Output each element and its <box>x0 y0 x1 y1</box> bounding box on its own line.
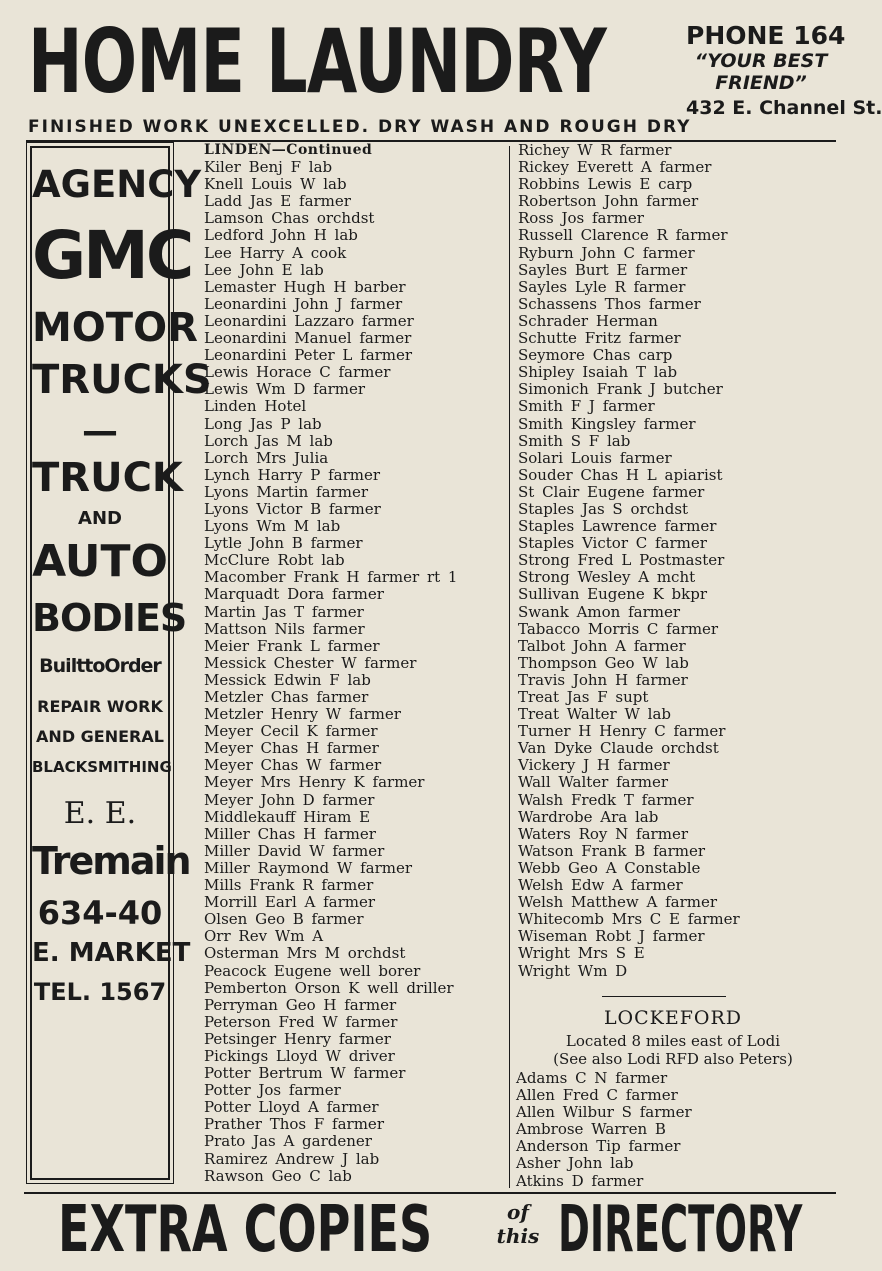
directory-entry: Welsh Edw A farmer <box>518 876 683 895</box>
directory-entry: Ladd Jas E farmer <box>204 192 351 211</box>
directory-entry: Leonardini Peter L farmer <box>204 346 413 365</box>
laundry-slogan-line-2: FRIEND” <box>715 72 807 94</box>
directory-entry: Meyer Mrs Henry K farmer <box>204 773 425 792</box>
directory-entry: Atkins D farmer <box>516 1171 644 1190</box>
lockeford-entries <box>516 1070 828 1190</box>
footer-this: this <box>496 1224 540 1248</box>
column-divider <box>509 146 510 1188</box>
directory-entry: Rickey Everett A farmer <box>518 158 712 177</box>
directory-entry: Ambrose Warren B <box>516 1120 666 1139</box>
directory-entry: Schassens Thos farmer <box>518 294 701 313</box>
directory-entry: Pemberton Orson K well driller <box>204 978 454 997</box>
directory-entry: Martin Jas T farmer <box>204 602 364 621</box>
ad-repair-line-3: BLACKSMITHING <box>32 758 172 776</box>
footer-of-this <box>488 1200 548 1248</box>
lockeford-location: Located 8 miles east of Lodi <box>565 1032 781 1050</box>
directory-entry: Potter Bertrum W farmer <box>204 1064 406 1083</box>
directory-entry: St Clair Eugene farmer <box>518 482 705 501</box>
directory-entry: Treat Jas F supt <box>518 688 649 706</box>
directory-entry: Seymore Chas carp <box>518 346 673 365</box>
directory-entry: Tabacco Morris C farmer <box>518 619 719 638</box>
directory-entry: Metzler Chas farmer <box>204 688 369 706</box>
directory-entry: Wright Mrs S E <box>518 944 645 963</box>
directory-entry: Rawson Geo C lab <box>204 1166 352 1185</box>
directory-entry: Mills Frank R farmer <box>204 876 374 895</box>
directory-entry: Lorch Jas M lab <box>204 431 333 450</box>
section-rule <box>602 996 726 997</box>
directory-entry: Orr Rev Wm A <box>204 927 324 946</box>
directory-entry: Lynch Harry P farmer <box>204 465 381 484</box>
directory-entry: Staples Victor C farmer <box>518 534 707 553</box>
directory-entry: Strong Wesley A mcht <box>518 568 696 587</box>
footer-extra-copies: EXTRA COPIES <box>58 1193 433 1267</box>
directory-entry: Wright Wm D <box>518 961 628 980</box>
directory-entry: Potter Jos farmer <box>204 1081 341 1100</box>
laundry-tagline: FINISHED WORK UNEXCELLED. DRY WASH AND ROUGH DRY <box>28 117 692 137</box>
directory-entry: Robbins Lewis E carp <box>518 175 693 194</box>
directory-entry: Allen Fred C farmer <box>516 1086 678 1105</box>
directory-entry: Travis John H farmer <box>518 670 688 689</box>
ad-telephone: TEL. 1567 <box>33 978 167 1006</box>
directory-entry: Turner H Henry C farmer <box>518 722 726 741</box>
directory-entry: Miller Raymond W farmer <box>204 858 413 877</box>
directory-entry: Schrader Herman <box>518 311 658 330</box>
laundry-ad-contact <box>686 21 882 120</box>
directory-entry: Souder Chas H L apiarist <box>518 465 723 484</box>
directory-entry: Ross Jos farmer <box>518 209 644 228</box>
laundry-slogan-line-1: “YOUR BEST <box>694 50 828 72</box>
directory-entry: Macomber Frank H farmer rt 1 <box>204 568 458 587</box>
footer-ad <box>58 1193 818 1267</box>
directory-entry: Lewis Horace C farmer <box>204 363 391 382</box>
linden-heading: LINDEN—Continued <box>204 142 373 158</box>
directory-entry: Sayles Lyle R farmer <box>518 277 686 296</box>
lockeford-description <box>512 1032 834 1068</box>
directory-entry: Meyer John D farmer <box>204 790 375 809</box>
directory-entry: Lee John E lab <box>204 260 324 279</box>
ad-trucks: TRUCKS <box>32 357 212 403</box>
ad-street-number: 634-40 <box>37 894 163 932</box>
directory-entry: Meier Frank L farmer <box>204 636 380 655</box>
directory-entry: Leonardini Manuel farmer <box>204 329 412 348</box>
directory-entry: Treat Walter W lab <box>518 705 672 724</box>
directory-entry: Lamson Chas orchdst <box>204 209 375 228</box>
ad-and: AND <box>78 508 122 529</box>
ad-repair-line-2: AND GENERAL <box>36 727 164 746</box>
directory-entry: Ryburn John C farmer <box>518 243 695 262</box>
directory-entry: Marquadt Dora farmer <box>204 585 384 604</box>
footer-directory: DIRECTORY <box>558 1193 803 1267</box>
directory-entry: Welsh Matthew A farmer <box>518 893 718 912</box>
directory-entry: Lemaster Hugh H barber <box>204 277 406 296</box>
ad-name: Tremain <box>32 839 190 883</box>
directory-entry: Mattson Nils farmer <box>204 619 365 638</box>
directory-entry: Miller Chas H farmer <box>204 824 376 843</box>
directory-entry: Ramirez Andrew J lab <box>204 1149 380 1168</box>
directory-entry: Lytle John B farmer <box>204 534 363 553</box>
directory-entry: Russell Clarence R farmer <box>518 226 728 245</box>
directory-entry: Smith F J farmer <box>518 397 655 416</box>
directory-entry: Lyons Victor B farmer <box>204 499 381 518</box>
directory-entry: Watson Frank B farmer <box>518 841 706 860</box>
ad-agency: AGENCY <box>32 163 202 206</box>
directory-entry: Simonich Frank J butcher <box>518 380 723 399</box>
directory-entry: Smith Kingsley farmer <box>518 414 696 433</box>
laundry-phone: PHONE 164 <box>686 21 846 50</box>
laundry-address: 432 E. Channel St. <box>686 97 882 119</box>
directory-entry: Long Jas P lab <box>204 414 322 433</box>
directory-entry: Swank Amon farmer <box>518 602 681 621</box>
ad-truck: TRUCK <box>32 455 183 501</box>
directory-entry: Leonardini John J farmer <box>204 294 403 313</box>
directory-entry: Potter Lloyd A farmer <box>204 1098 379 1117</box>
directory-entry: Pickings Lloyd W driver <box>204 1046 395 1065</box>
lockeford-see-also: (See also Lodi RFD also Peters) <box>553 1050 793 1068</box>
directory-entry: Prato Jas A gardener <box>204 1132 372 1151</box>
directory-entry: Thompson Geo W lab <box>518 653 689 672</box>
ad-gmc: GMC <box>32 217 192 294</box>
directory-entry: Whitecomb Mrs C E farmer <box>518 910 740 929</box>
directory-entry: Miller David W farmer <box>204 841 385 860</box>
ad-street: E. MARKET <box>32 938 191 968</box>
directory-entry: Asher John lab <box>516 1154 634 1173</box>
directory-entry: Prather Thos F farmer <box>204 1115 384 1134</box>
directory-entry: Morrill Earl A farmer <box>204 893 376 912</box>
directory-entry: Lorch Mrs Julia <box>204 448 329 467</box>
directory-entry: Van Dyke Claude orchdst <box>518 739 719 758</box>
laundry-ad-title: HOME LAUNDRY <box>28 10 606 113</box>
directory-entry: Messick Edwin F lab <box>204 670 371 689</box>
linden-column-2 <box>518 142 828 980</box>
directory-entry: Wardrobe Ara lab <box>518 807 659 826</box>
directory-entry: Olsen Geo B farmer <box>204 910 364 929</box>
directory-entry: Osterman Mrs M orchdst <box>204 944 406 963</box>
directory-entry: Shipley Isaiah T lab <box>518 363 678 382</box>
ad-motor: MOTOR <box>32 305 198 351</box>
directory-entry: Robertson John farmer <box>518 192 699 211</box>
directory-entry: Sullivan Eugene K bkpr <box>518 585 708 604</box>
gmc-truck-ad <box>30 146 212 1180</box>
directory-entry: Waters Roy N farmer <box>518 824 688 843</box>
directory-entry: Linden Hotel <box>204 397 307 416</box>
linden-column-1 <box>204 142 504 1185</box>
directory-entry: Strong Fred L Postmaster <box>518 551 725 570</box>
directory-entry: Sayles Burt E farmer <box>518 260 688 279</box>
directory-entry: Anderson Tip farmer <box>516 1137 681 1156</box>
directory-entry: Messick Chester W farmer <box>204 653 417 672</box>
directory-entry: Richey W R farmer <box>518 141 672 159</box>
directory-entry: Knell Louis W lab <box>204 175 347 194</box>
ad-built-to-order: BuilttoOrder <box>39 655 161 677</box>
ad-bodies: BODIES <box>32 596 187 640</box>
directory-entry: Lee Harry A cook <box>204 243 347 262</box>
directory-entry: Talbot John A farmer <box>518 636 686 655</box>
directory-entry: Leonardini Lazzaro farmer <box>204 311 414 330</box>
directory-entry: Adams C N farmer <box>516 1069 668 1087</box>
ad-dash: — <box>82 411 118 452</box>
lockeford-heading: LOCKEFORD <box>603 1007 743 1029</box>
directory-entry: Ledford John H lab <box>204 226 358 245</box>
directory-entry: Walsh Fredk T farmer <box>518 790 694 809</box>
directory-entry: Meyer Chas H farmer <box>204 739 379 758</box>
directory-entry: Webb Geo A Constable <box>518 858 701 877</box>
directory-entry: Lyons Wm M lab <box>204 517 341 536</box>
footer-of: of <box>507 1200 529 1224</box>
directory-entry: Staples Lawrence farmer <box>518 517 717 536</box>
directory-entry: Allen Wilbur S farmer <box>516 1103 692 1122</box>
directory-entry: Kiler Benj F lab <box>204 158 333 177</box>
directory-entry: Vickery J H farmer <box>518 756 670 775</box>
directory-entry: Meyer Cecil K farmer <box>204 722 378 741</box>
directory-entry: Middlekauff Hiram E <box>204 807 371 826</box>
directory-entry: Lyons Martin farmer <box>204 482 368 501</box>
directory-entry: Peacock Eugene well borer <box>204 961 421 980</box>
directory-entry: Smith S F lab <box>518 431 631 450</box>
directory-entry: Peterson Fred W farmer <box>204 1012 398 1031</box>
directory-entry: Solari Louis farmer <box>518 448 672 467</box>
directory-entry: Perryman Geo H farmer <box>204 995 397 1014</box>
ad-auto: AUTO <box>32 536 168 587</box>
directory-entry: Wiseman Robt J farmer <box>518 927 705 946</box>
directory-entry: Wall Walter farmer <box>518 773 669 792</box>
directory-entry: Lewis Wm D farmer <box>204 380 366 399</box>
directory-entry: Petsinger Henry farmer <box>204 1029 391 1048</box>
directory-entry: Meyer Chas W farmer <box>204 756 382 775</box>
ad-initials: E. E. <box>63 796 137 831</box>
directory-entry: Metzler Henry W farmer <box>204 705 401 724</box>
directory-entry: McClure Robt lab <box>204 551 345 570</box>
directory-entry: Schutte Fritz farmer <box>518 329 681 348</box>
ad-repair-line-1: REPAIR WORK <box>37 697 163 716</box>
directory-entry: Staples Jas S orchdst <box>518 499 689 518</box>
